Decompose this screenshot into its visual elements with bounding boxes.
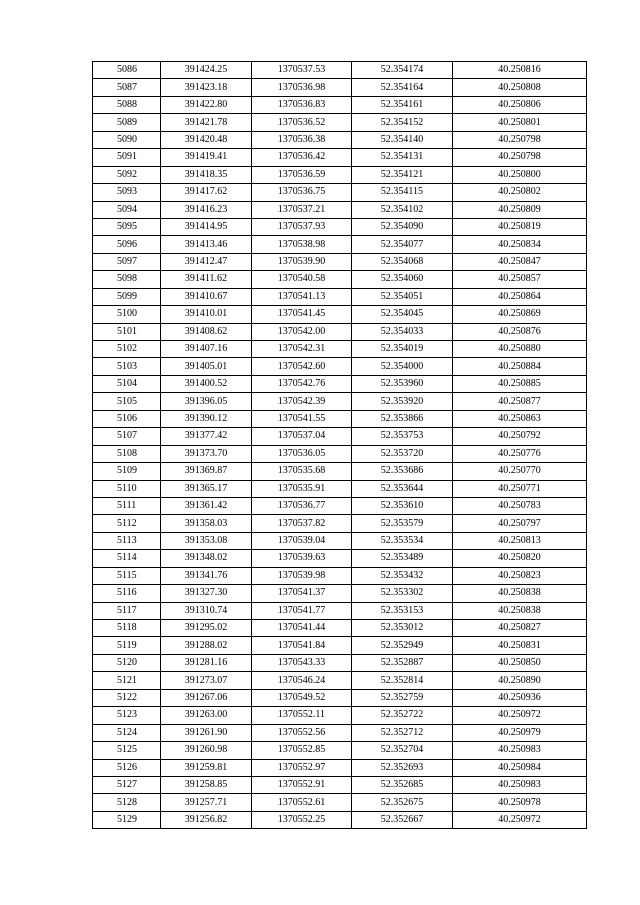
y-coordinate-cell: 1370536.05 (252, 445, 352, 462)
longitude-cell: 40.250770 (453, 463, 587, 480)
point-number-cell: 5114 (93, 550, 161, 567)
table-row (93, 776, 587, 793)
x-coordinate-cell: 391341.76 (161, 567, 252, 584)
latitude-cell: 52.353579 (352, 515, 453, 532)
latitude-cell: 52.353960 (352, 375, 453, 392)
longitude-cell: 40.250983 (453, 776, 587, 793)
table-row (93, 428, 587, 445)
longitude-cell: 40.250800 (453, 166, 587, 183)
latitude-cell: 52.352693 (352, 759, 453, 776)
y-coordinate-cell: 1370539.98 (252, 567, 352, 584)
y-coordinate-cell: 1370542.39 (252, 393, 352, 410)
x-coordinate-cell: 391424.25 (161, 62, 252, 79)
point-number-cell: 5102 (93, 341, 161, 358)
table-row (93, 689, 587, 706)
x-coordinate-cell: 391358.03 (161, 515, 252, 532)
y-coordinate-cell: 1370552.97 (252, 759, 352, 776)
table-row (93, 654, 587, 671)
longitude-cell: 40.250783 (453, 497, 587, 514)
point-number-cell: 5089 (93, 114, 161, 131)
x-coordinate-cell: 391327.30 (161, 585, 252, 602)
y-coordinate-cell: 1370537.93 (252, 218, 352, 235)
table-row (93, 271, 587, 288)
point-number-cell: 5118 (93, 620, 161, 637)
latitude-cell: 52.354090 (352, 218, 453, 235)
latitude-cell: 52.354115 (352, 184, 453, 201)
latitude-cell: 52.354051 (352, 288, 453, 305)
y-coordinate-cell: 1370541.45 (252, 306, 352, 323)
longitude-cell: 40.250771 (453, 480, 587, 497)
point-number-cell: 5100 (93, 306, 161, 323)
point-number-cell: 5112 (93, 515, 161, 532)
x-coordinate-cell: 391348.02 (161, 550, 252, 567)
point-number-cell: 5108 (93, 445, 161, 462)
y-coordinate-cell: 1370537.53 (252, 62, 352, 79)
point-number-cell: 5091 (93, 149, 161, 166)
point-number-cell: 5115 (93, 567, 161, 584)
point-number-cell: 5116 (93, 585, 161, 602)
longitude-cell: 40.250798 (453, 131, 587, 148)
y-coordinate-cell: 1370536.38 (252, 131, 352, 148)
x-coordinate-cell: 391423.18 (161, 79, 252, 96)
point-number-cell: 5111 (93, 497, 161, 514)
latitude-cell: 52.354060 (352, 271, 453, 288)
point-number-cell: 5098 (93, 271, 161, 288)
point-number-cell: 5127 (93, 776, 161, 793)
longitude-cell: 40.250978 (453, 794, 587, 811)
point-number-cell: 5095 (93, 218, 161, 235)
y-coordinate-cell: 1370535.68 (252, 463, 352, 480)
table-row (93, 201, 587, 218)
latitude-cell: 52.352675 (352, 794, 453, 811)
point-number-cell: 5126 (93, 759, 161, 776)
longitude-cell: 40.250802 (453, 184, 587, 201)
x-coordinate-cell: 391419.41 (161, 149, 252, 166)
y-coordinate-cell: 1370538.98 (252, 236, 352, 253)
table-row (93, 358, 587, 375)
latitude-cell: 52.352814 (352, 672, 453, 689)
point-number-cell: 5105 (93, 393, 161, 410)
longitude-cell: 40.250827 (453, 620, 587, 637)
table-row (93, 236, 587, 253)
table-row (93, 445, 587, 462)
point-number-cell: 5096 (93, 236, 161, 253)
y-coordinate-cell: 1370542.31 (252, 341, 352, 358)
y-coordinate-cell: 1370537.21 (252, 201, 352, 218)
longitude-cell: 40.250847 (453, 253, 587, 270)
longitude-cell: 40.250863 (453, 410, 587, 427)
latitude-cell: 52.353153 (352, 602, 453, 619)
latitude-cell: 52.353610 (352, 497, 453, 514)
longitude-cell: 40.250801 (453, 114, 587, 131)
table-row (93, 393, 587, 410)
point-number-cell: 5103 (93, 358, 161, 375)
longitude-cell: 40.250972 (453, 707, 587, 724)
y-coordinate-cell: 1370552.61 (252, 794, 352, 811)
x-coordinate-cell: 391377.42 (161, 428, 252, 445)
x-coordinate-cell: 391361.42 (161, 497, 252, 514)
table-row (93, 218, 587, 235)
longitude-cell: 40.250792 (453, 428, 587, 445)
latitude-cell: 52.354077 (352, 236, 453, 253)
x-coordinate-cell: 391396.05 (161, 393, 252, 410)
longitude-cell: 40.250819 (453, 218, 587, 235)
longitude-cell: 40.250838 (453, 585, 587, 602)
x-coordinate-cell: 391256.82 (161, 811, 252, 828)
x-coordinate-cell: 391411.62 (161, 271, 252, 288)
point-number-cell: 5122 (93, 689, 161, 706)
longitude-cell: 40.250797 (453, 515, 587, 532)
latitude-cell: 52.353534 (352, 532, 453, 549)
y-coordinate-cell: 1370552.56 (252, 724, 352, 741)
longitude-cell: 40.250864 (453, 288, 587, 305)
latitude-cell: 52.354131 (352, 149, 453, 166)
table-row (93, 724, 587, 741)
longitude-cell: 40.250831 (453, 637, 587, 654)
table-row (93, 463, 587, 480)
latitude-cell: 52.354152 (352, 114, 453, 131)
point-number-cell: 5124 (93, 724, 161, 741)
point-number-cell: 5104 (93, 375, 161, 392)
x-coordinate-cell: 391365.17 (161, 480, 252, 497)
table-row (93, 497, 587, 514)
table-row (93, 550, 587, 567)
longitude-cell: 40.250876 (453, 323, 587, 340)
x-coordinate-cell: 391390.12 (161, 410, 252, 427)
table-row (93, 480, 587, 497)
point-number-cell: 5110 (93, 480, 161, 497)
latitude-cell: 52.354140 (352, 131, 453, 148)
x-coordinate-cell: 391413.46 (161, 236, 252, 253)
y-coordinate-cell: 1370535.91 (252, 480, 352, 497)
longitude-cell: 40.250877 (453, 393, 587, 410)
table-row (93, 410, 587, 427)
longitude-cell: 40.250823 (453, 567, 587, 584)
latitude-cell: 52.354121 (352, 166, 453, 183)
x-coordinate-cell: 391295.02 (161, 620, 252, 637)
latitude-cell: 52.354174 (352, 62, 453, 79)
x-coordinate-cell: 391288.02 (161, 637, 252, 654)
point-number-cell: 5093 (93, 184, 161, 201)
x-coordinate-cell: 391263.00 (161, 707, 252, 724)
y-coordinate-cell: 1370536.42 (252, 149, 352, 166)
y-coordinate-cell: 1370541.84 (252, 637, 352, 654)
point-number-cell: 5097 (93, 253, 161, 270)
table-row (93, 742, 587, 759)
latitude-cell: 52.352759 (352, 689, 453, 706)
latitude-cell: 52.354045 (352, 306, 453, 323)
latitude-cell: 52.352704 (352, 742, 453, 759)
table-row (93, 149, 587, 166)
table-row (93, 62, 587, 79)
longitude-cell: 40.250885 (453, 375, 587, 392)
x-coordinate-cell: 391414.95 (161, 218, 252, 235)
point-number-cell: 5087 (93, 79, 161, 96)
x-coordinate-cell: 391260.98 (161, 742, 252, 759)
table-row (93, 96, 587, 113)
latitude-cell: 52.353489 (352, 550, 453, 567)
table-row (93, 253, 587, 270)
y-coordinate-cell: 1370537.82 (252, 515, 352, 532)
y-coordinate-cell: 1370536.52 (252, 114, 352, 131)
y-coordinate-cell: 1370552.11 (252, 707, 352, 724)
point-number-cell: 5117 (93, 602, 161, 619)
y-coordinate-cell: 1370540.58 (252, 271, 352, 288)
point-number-cell: 5086 (93, 62, 161, 79)
y-coordinate-cell: 1370536.75 (252, 184, 352, 201)
x-coordinate-cell: 391353.08 (161, 532, 252, 549)
x-coordinate-cell: 391258.85 (161, 776, 252, 793)
table-row (93, 585, 587, 602)
latitude-cell: 52.354033 (352, 323, 453, 340)
latitude-cell: 52.354161 (352, 96, 453, 113)
table-row (93, 620, 587, 637)
y-coordinate-cell: 1370536.77 (252, 497, 352, 514)
longitude-cell: 40.250850 (453, 654, 587, 671)
x-coordinate-cell: 391281.16 (161, 654, 252, 671)
point-number-cell: 5120 (93, 654, 161, 671)
x-coordinate-cell: 391369.87 (161, 463, 252, 480)
coordinates-table-body (93, 62, 587, 829)
point-number-cell: 5113 (93, 532, 161, 549)
latitude-cell: 52.353012 (352, 620, 453, 637)
x-coordinate-cell: 391410.01 (161, 306, 252, 323)
point-number-cell: 5123 (93, 707, 161, 724)
longitude-cell: 40.250809 (453, 201, 587, 218)
table-row (93, 672, 587, 689)
x-coordinate-cell: 391421.78 (161, 114, 252, 131)
longitude-cell: 40.250808 (453, 79, 587, 96)
x-coordinate-cell: 391400.52 (161, 375, 252, 392)
longitude-cell: 40.250798 (453, 149, 587, 166)
x-coordinate-cell: 391259.81 (161, 759, 252, 776)
table-row (93, 375, 587, 392)
coordinates-table (92, 61, 587, 829)
table-row (93, 707, 587, 724)
latitude-cell: 52.352667 (352, 811, 453, 828)
y-coordinate-cell: 1370541.55 (252, 410, 352, 427)
longitude-cell: 40.250776 (453, 445, 587, 462)
point-number-cell: 5129 (93, 811, 161, 828)
y-coordinate-cell: 1370543.33 (252, 654, 352, 671)
point-number-cell: 5125 (93, 742, 161, 759)
latitude-cell: 52.354019 (352, 341, 453, 358)
x-coordinate-cell: 391422.80 (161, 96, 252, 113)
point-number-cell: 5119 (93, 637, 161, 654)
longitude-cell: 40.250890 (453, 672, 587, 689)
latitude-cell: 52.354164 (352, 79, 453, 96)
latitude-cell: 52.352722 (352, 707, 453, 724)
x-coordinate-cell: 391373.70 (161, 445, 252, 462)
latitude-cell: 52.353302 (352, 585, 453, 602)
y-coordinate-cell: 1370541.13 (252, 288, 352, 305)
y-coordinate-cell: 1370542.00 (252, 323, 352, 340)
latitude-cell: 52.353866 (352, 410, 453, 427)
y-coordinate-cell: 1370552.25 (252, 811, 352, 828)
x-coordinate-cell: 391405.01 (161, 358, 252, 375)
latitude-cell: 52.353432 (352, 567, 453, 584)
longitude-cell: 40.250834 (453, 236, 587, 253)
x-coordinate-cell: 391412.47 (161, 253, 252, 270)
y-coordinate-cell: 1370541.77 (252, 602, 352, 619)
y-coordinate-cell: 1370536.98 (252, 79, 352, 96)
point-number-cell: 5121 (93, 672, 161, 689)
table-row (93, 184, 587, 201)
longitude-cell: 40.250936 (453, 689, 587, 706)
longitude-cell: 40.250979 (453, 724, 587, 741)
table-row (93, 811, 587, 828)
x-coordinate-cell: 391273.07 (161, 672, 252, 689)
longitude-cell: 40.250972 (453, 811, 587, 828)
y-coordinate-cell: 1370552.85 (252, 742, 352, 759)
latitude-cell: 52.352685 (352, 776, 453, 793)
longitude-cell: 40.250806 (453, 96, 587, 113)
x-coordinate-cell: 391416.23 (161, 201, 252, 218)
point-number-cell: 5107 (93, 428, 161, 445)
y-coordinate-cell: 1370536.59 (252, 166, 352, 183)
longitude-cell: 40.250884 (453, 358, 587, 375)
latitude-cell: 52.354102 (352, 201, 453, 218)
table-row (93, 306, 587, 323)
table-row (93, 288, 587, 305)
point-number-cell: 5090 (93, 131, 161, 148)
table-row (93, 166, 587, 183)
latitude-cell: 52.354000 (352, 358, 453, 375)
y-coordinate-cell: 1370539.63 (252, 550, 352, 567)
y-coordinate-cell: 1370541.44 (252, 620, 352, 637)
latitude-cell: 52.354068 (352, 253, 453, 270)
table-row (93, 794, 587, 811)
y-coordinate-cell: 1370537.04 (252, 428, 352, 445)
y-coordinate-cell: 1370542.60 (252, 358, 352, 375)
point-number-cell: 5128 (93, 794, 161, 811)
latitude-cell: 52.352887 (352, 654, 453, 671)
latitude-cell: 52.353753 (352, 428, 453, 445)
latitude-cell: 52.353720 (352, 445, 453, 462)
latitude-cell: 52.353920 (352, 393, 453, 410)
x-coordinate-cell: 391408.62 (161, 323, 252, 340)
y-coordinate-cell: 1370541.37 (252, 585, 352, 602)
table-row (93, 515, 587, 532)
x-coordinate-cell: 391267.06 (161, 689, 252, 706)
longitude-cell: 40.250869 (453, 306, 587, 323)
y-coordinate-cell: 1370546.24 (252, 672, 352, 689)
x-coordinate-cell: 391407.16 (161, 341, 252, 358)
longitude-cell: 40.250820 (453, 550, 587, 567)
x-coordinate-cell: 391310.74 (161, 602, 252, 619)
x-coordinate-cell: 391418.35 (161, 166, 252, 183)
longitude-cell: 40.250983 (453, 742, 587, 759)
table-row (93, 567, 587, 584)
table-row (93, 759, 587, 776)
point-number-cell: 5109 (93, 463, 161, 480)
x-coordinate-cell: 391257.71 (161, 794, 252, 811)
x-coordinate-cell: 391261.90 (161, 724, 252, 741)
table-row (93, 114, 587, 131)
table-row (93, 637, 587, 654)
y-coordinate-cell: 1370552.91 (252, 776, 352, 793)
point-number-cell: 5088 (93, 96, 161, 113)
point-number-cell: 5094 (93, 201, 161, 218)
table-row (93, 602, 587, 619)
table-row (93, 323, 587, 340)
y-coordinate-cell: 1370542.76 (252, 375, 352, 392)
latitude-cell: 52.352949 (352, 637, 453, 654)
longitude-cell: 40.250816 (453, 62, 587, 79)
table-row (93, 341, 587, 358)
x-coordinate-cell: 391417.62 (161, 184, 252, 201)
table-row (93, 532, 587, 549)
table-row (93, 79, 587, 96)
latitude-cell: 52.352712 (352, 724, 453, 741)
point-number-cell: 5092 (93, 166, 161, 183)
longitude-cell: 40.250813 (453, 532, 587, 549)
longitude-cell: 40.250880 (453, 341, 587, 358)
point-number-cell: 5099 (93, 288, 161, 305)
x-coordinate-cell: 391420.48 (161, 131, 252, 148)
table-row (93, 131, 587, 148)
longitude-cell: 40.250984 (453, 759, 587, 776)
y-coordinate-cell: 1370536.83 (252, 96, 352, 113)
longitude-cell: 40.250838 (453, 602, 587, 619)
y-coordinate-cell: 1370539.04 (252, 532, 352, 549)
latitude-cell: 52.353686 (352, 463, 453, 480)
x-coordinate-cell: 391410.67 (161, 288, 252, 305)
y-coordinate-cell: 1370549.52 (252, 689, 352, 706)
latitude-cell: 52.353644 (352, 480, 453, 497)
y-coordinate-cell: 1370539.90 (252, 253, 352, 270)
point-number-cell: 5101 (93, 323, 161, 340)
longitude-cell: 40.250857 (453, 271, 587, 288)
point-number-cell: 5106 (93, 410, 161, 427)
